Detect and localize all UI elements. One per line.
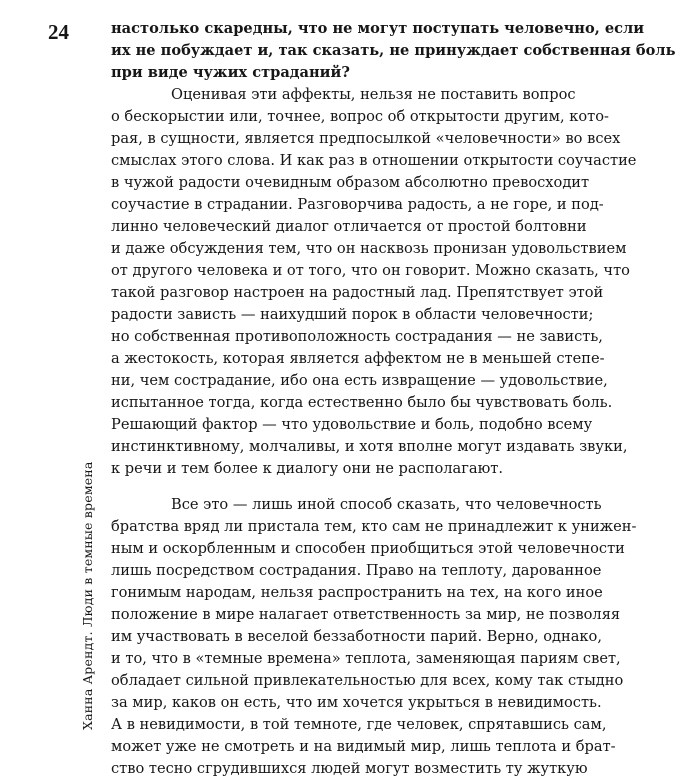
text-line: и даже обсуждения тем, что он насквозь пронизан удовольствием	[111, 240, 627, 257]
text-line: ство тесно сгрудившихся людей могут возместить ту жуткую	[111, 760, 588, 777]
body-text	[111, 18, 676, 780]
paragraph-gap	[111, 480, 523, 494]
text-line: А в невидимости, в той темноте, где человек, спрятавшись сам,	[111, 716, 607, 733]
text-line: настолько скаредны, что не могут поступать человечно, если	[111, 20, 645, 37]
text-line: в чужой радости очевидным образом абсолютно превосходит	[111, 174, 590, 191]
text-line: инстинктивному, молчаливы, и хотя вполне могут издавать звуки,	[111, 438, 628, 455]
text-line: и то, что в «темные времена» теплота, заменяющая париям свет,	[111, 650, 621, 667]
text-line: испытанное тогда, когда естественно было бы чувствовать боль.	[111, 394, 613, 411]
text-line: может уже не смотреть и на видимый мир, лишь теплота и брат-	[111, 738, 616, 755]
text-line: ни, чем сострадание, ибо она есть извращение — удовольствие,	[111, 372, 608, 389]
text-line: гонимым народам, нельзя распространить на тех, на кого иное	[111, 584, 603, 601]
text-line: братства вряд ли пристала тем, кто сам не принадлежит к унижен-	[111, 518, 637, 535]
text-line: за мир, каков он есть, что им хочется укрыться в невидимость.	[111, 694, 602, 711]
text-line: но собственная противоположность сострадания — не зависть,	[111, 328, 603, 345]
text-line: смыслах этого слова. И как раз в отношении открытости соучастие	[111, 152, 637, 169]
text-line: а жестокость, которая является аффектом не в меньшей степе-	[111, 350, 605, 367]
text-line: Решающий фактор — что удовольствие и боль, подобно всему	[111, 416, 593, 433]
text-line: положение в мире налагает ответственность за мир, не позволяя	[111, 606, 621, 623]
text-line: к речи и тем более к диалогу они не располагают.	[111, 460, 504, 477]
text-line: обладает сильной привлекательностью для всех, кому так стыдно	[111, 672, 624, 689]
running-head: Ханна Арендт. Люди в темные времена	[80, 461, 95, 730]
text-line: их не побуждает и, так сказать, не принуждает собственная боль	[111, 42, 676, 59]
page-number: 24	[48, 20, 69, 44]
text-line: рая, в сущности, является предпосылкой «человечности» во всех	[111, 130, 621, 147]
text-line: при виде чужих страданий?	[111, 64, 350, 81]
text-line: о бескорыстии или, точнее, вопрос об открытости другим, кото-	[111, 108, 609, 125]
text-line: им участвовать в веселой беззаботности парий. Верно, однако,	[111, 628, 602, 645]
text-line: Все это — лишь иной способ сказать, что человечность	[171, 496, 602, 513]
text-line: от другого человека и от того, что он говорит. Можно сказать, что	[111, 262, 630, 279]
text-line: линно человеческий диалог отличается от простой болтовни	[111, 218, 587, 235]
text-line: такой разговор настроен на радостный лад. Препятствует этой	[111, 284, 604, 301]
text-line: Оценивая эти аффекты, нельзя не поставить вопрос	[171, 86, 576, 103]
text-line: лишь посредством сострадания. Право на теплоту, дарованное	[111, 562, 602, 579]
text-line: ным и оскорбленным и способен приобщиться этой человечности	[111, 540, 625, 557]
text-line: соучастие в страдании. Разговорчива радость, а не горе, и под-	[111, 196, 604, 213]
text-line: радости зависть — наихудший порок в области человечности;	[111, 306, 594, 323]
